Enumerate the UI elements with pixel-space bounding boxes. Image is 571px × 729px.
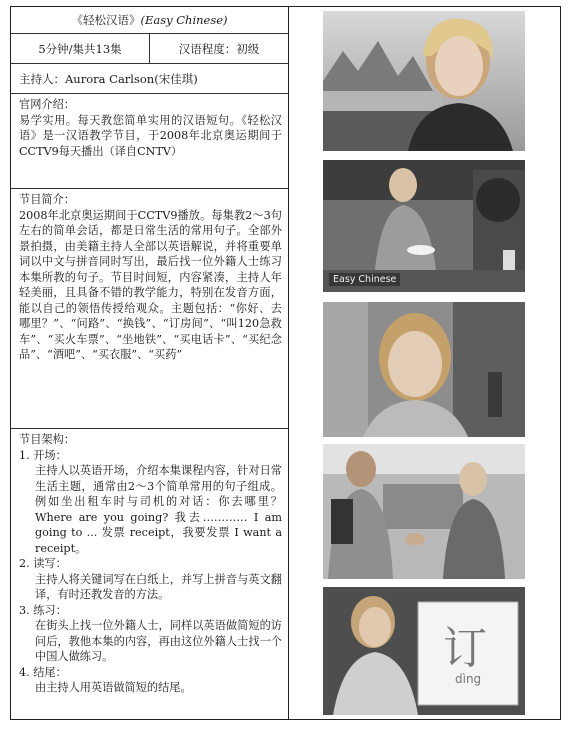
- intro-text: 易学实用。每天教您简单实用的汉语短句。《轻松汉语》是一汉语教学节目，于2008年北京奥运期间于CCTV9每天播出（译自CNTV）: [19, 113, 282, 158]
- handshake-photo: [323, 444, 525, 579]
- step-text: 主持人将关键词写在白纸上，并写上拼音与英文翻译，有时还教发音的方法。: [35, 572, 282, 601]
- step-item: [19, 603, 282, 665]
- host-street-image: [323, 302, 525, 437]
- host-tea-photo: [323, 160, 525, 292]
- step-item: [19, 556, 282, 603]
- program-title: [11, 7, 288, 34]
- photo-column: [289, 7, 560, 719]
- step-title: 1. 开场：: [19, 448, 67, 462]
- program-text: 2008年北京奥运期间于CCTV9播放。每集教2～3句左右的简单会话，都是日常生活的常用句子。全部外景拍摄，由美籍主持人全部以英语解说，并将重要单词以中文与拼音同时写出，最后找一位外籍人士练习本集所教的句子。节目时间短，内容紧凑，主持人年轻美丽，且具备不错的教学能力，特别在发音方面，能以自己的领悟传授给观众。主题包括：“你好、去哪里？”、“问路”、“换钱”、“订房间”、“叫120急救车”、“买火车票”、“坐地铁”、“买电话卡”、“买纪念品”、“酒吧”、“买衣服”、“买药”: [19, 208, 282, 361]
- step-text: 主持人以英语开场，介绍本集课程内容，针对日常生活主题，通常由2～3个简单常用的句子组成。例如坐出租车时与司机的对话：你去哪里？Where are you going? 我去………… I am going to ... 发票 receipt，我要发票 I want a receipt。: [35, 464, 282, 555]
- whiteboard-image: [323, 587, 525, 715]
- step-title: 2. 读写：: [19, 557, 67, 570]
- program-structure: [11, 429, 288, 696]
- episode-info: 5分钟/集共13集: [11, 34, 150, 63]
- structure-heading: 节目架构：: [19, 433, 75, 446]
- step-item: [19, 665, 282, 696]
- host-portrait-photo: [323, 11, 525, 151]
- whiteboard-photo: [323, 587, 525, 715]
- document-table: [10, 6, 561, 720]
- handshake-image: [323, 444, 525, 579]
- host-portrait-image: [323, 11, 525, 151]
- host-street-photo: [323, 302, 525, 437]
- meta-row: [11, 34, 288, 64]
- level-info: 汉语程度：初级: [178, 42, 260, 56]
- step-item: [19, 448, 282, 557]
- structure-steps: [19, 448, 282, 696]
- info-column: [11, 7, 289, 719]
- board-pinyin: dìng: [455, 672, 482, 686]
- board-hanzi: 订: [443, 623, 487, 674]
- video-caption: Easy Chinese: [329, 273, 400, 286]
- host-row: 主持人：Aurora Carlson(宋佳琪): [11, 64, 288, 94]
- step-title: 4. 结尾：: [19, 665, 67, 679]
- program-summary: [11, 189, 288, 429]
- intro-heading: 官网介绍：: [19, 98, 75, 111]
- step-title: 3. 练习：: [19, 603, 67, 617]
- official-intro: [11, 94, 288, 189]
- title-en: (Easy Chinese): [140, 13, 228, 27]
- program-heading: 节目简介：: [19, 193, 75, 206]
- title-cn: 《轻松汉语》: [71, 13, 141, 27]
- step-text: 在街头上找一位外籍人士，同样以英语做简短的访问后，教他本集的内容，再由这位外籍人士找一个中国人做练习。: [35, 619, 282, 663]
- step-text: 由主持人用英语做简短的结尾。: [35, 681, 192, 694]
